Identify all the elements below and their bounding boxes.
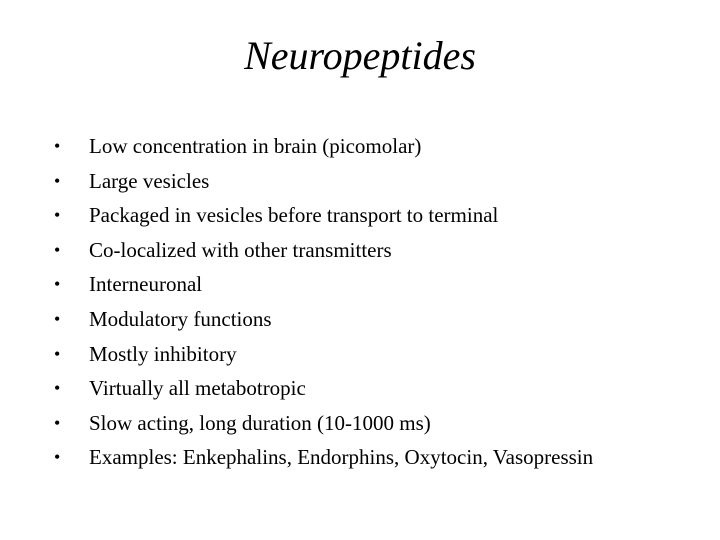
bullet-icon: • [54, 378, 61, 399]
bullet-item [54, 440, 609, 475]
bullet-item [54, 337, 674, 372]
bullet-item [54, 406, 674, 441]
bullet-text: Slow acting, long duration (10-1000 ms) [89, 410, 431, 435]
slide-title: Neuropeptides [244, 33, 476, 78]
bullet-item [54, 233, 674, 268]
bullet-icon: • [54, 343, 61, 364]
bullet-text: Low concentration in brain (picomolar) [89, 134, 422, 158]
bullet-icon: • [54, 239, 61, 260]
bullet-item [54, 129, 674, 164]
bullet-text: Large vesicles [89, 168, 210, 193]
bullet-icon: • [54, 205, 61, 226]
bullet-icon: • [54, 412, 61, 433]
bullet-icon: • [54, 170, 61, 191]
bullet-list [54, 129, 674, 475]
bullet-text: Virtually all metabotropic [89, 376, 306, 401]
bullet-text: Modulatory functions [89, 306, 272, 331]
bullet-item [54, 198, 674, 233]
bullet-text: Packaged in vesicles before transport to terminal [89, 203, 499, 228]
bullet-text: Interneuronal [89, 272, 203, 297]
bullet-item [54, 267, 674, 302]
bullet-icon: • [54, 136, 61, 156]
bullet-icon: • [54, 308, 61, 329]
bullet-icon: • [54, 447, 61, 468]
bullet-item [54, 302, 674, 337]
bullet-icon: • [54, 274, 61, 295]
bullet-text: Co-localized with other transmitters [89, 237, 392, 262]
bullet-item [54, 371, 674, 406]
bullet-text: Mostly inhibitory [89, 341, 237, 366]
bullet-item [54, 164, 674, 199]
bullet-text: Examples: Enkephalins, Endorphins, Oxytocin, Vasopressin [89, 445, 594, 470]
